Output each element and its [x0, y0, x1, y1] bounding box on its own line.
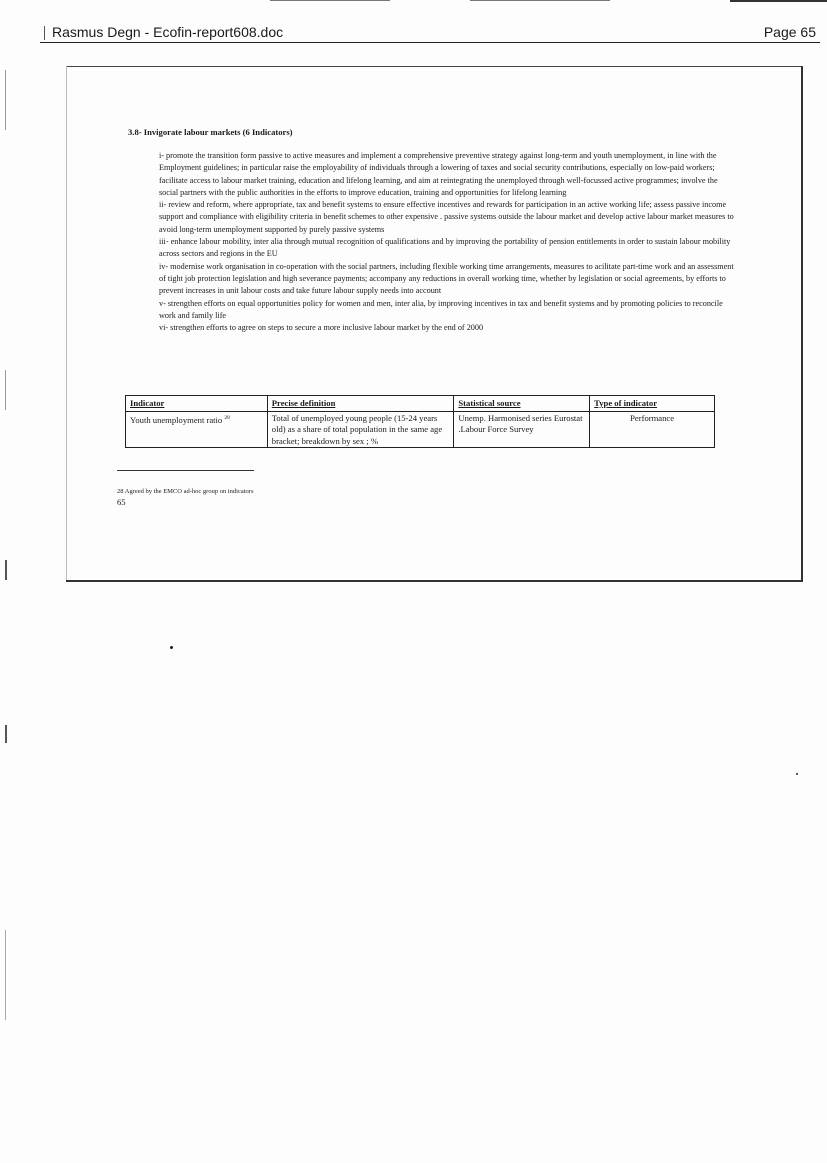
page-frame-right	[801, 66, 803, 581]
paragraph-iii: iii- enhance labour mobility, inter alia through mutual recognition of qualifications and by improving the portability of pension entitlements in order to sustain labour mobility across sectors and regions in the EU	[159, 237, 731, 259]
footnote-text: 28 Agreed by the EMCO ad-hoc group on indicators	[117, 488, 254, 495]
paragraph-vi: vi- strengthen efforts to agree on steps to secure a more inclusive labour market by the end of 2000	[159, 323, 484, 333]
page-frame-left	[66, 66, 67, 581]
paragraph-v: v- strengthen efforts on equal opportunities policy for women and men, inter alia, by improving incentives in tax and benefit systems and by promoting policies to reconcile work and family life	[159, 298, 723, 320]
indicator-table	[125, 395, 715, 448]
scan-artifact-dot	[170, 646, 173, 649]
cell-indicator	[126, 411, 268, 448]
page-frame-bottom	[66, 580, 803, 582]
page-frame-top	[66, 66, 801, 67]
table-header-row	[126, 396, 715, 412]
scan-artifact-line	[5, 725, 7, 743]
footnote-reference: 28	[224, 414, 230, 421]
indicator-name: Youth unemployment ratio	[130, 414, 223, 425]
column-header-type: Type of indicator	[590, 396, 715, 412]
column-header-source: Statistical source	[454, 396, 590, 412]
scan-artifact-line	[5, 930, 6, 1020]
paragraph-i: i- promote the transition form passive to active measures and implement a comprehensive preventive strategy against long-term and youth unemployment, in line with the Employment guidelines; in particular raise the employability of individuals through a lowering of taxes and social security contributions, especially on low-paid workers; facilitate access to labour market training, education and lifelong learning, and aim at reintegrating the unemployed through well-focussed active programmes; involve the social partners with the public authorities in the efforts to improve education, training and opportunities for lifelong learning	[159, 151, 718, 197]
cell-type: Performance	[590, 411, 715, 448]
paragraph-ii: ii- review and reform, where appropriate, tax and benefit systems to ensure effective incentives and rewards for participation in an active working life; assess passive income support and compliance with eligibility criteria in benefit schemes to other expensive . passive systems outside the labour market and develop active labour market measures to avoid long-term unemployment supported by purely passive systems	[159, 200, 734, 234]
section-body	[159, 150, 734, 334]
column-header-indicator: Indicator	[126, 396, 268, 412]
cell-source: Unemp. Harmonised series Eurostat .Labour Force Survey	[454, 411, 590, 448]
column-header-definition: Precise definition	[267, 396, 454, 412]
section-heading: 3.8- Invigorate labour markets (6 Indicators)	[128, 127, 293, 137]
scan-artifact-line	[5, 370, 6, 410]
page-number: 65	[117, 497, 126, 507]
scan-artifact-line	[5, 560, 7, 580]
footnote-separator	[117, 470, 254, 471]
document-header	[40, 20, 820, 43]
table-row	[126, 411, 715, 448]
header-tick-mark	[44, 26, 45, 40]
scan-artifact-dot	[796, 773, 798, 775]
paragraph-iv: iv- modernise work organisation in co-operation with the social partners, including flexible working time arrangements, measures to acilitate part-time work and an assessment of tight job protection legislation and high severance payments; accompany any reductions in overall working time, whether by legislation or social agreements, by efforts to prevent increases in unit labour costs and take future labour supply needs into account	[159, 261, 734, 296]
page-indicator: Page 65	[763, 24, 816, 40]
cell-definition: Total of unemployed young people (15-24 years old) as a share of total population in the same age bracket; breakdown by sex ; %	[267, 411, 454, 448]
document-title: Rasmus Degn - Ecofin-report608.doc	[52, 24, 284, 40]
scan-artifact-line	[5, 70, 6, 130]
